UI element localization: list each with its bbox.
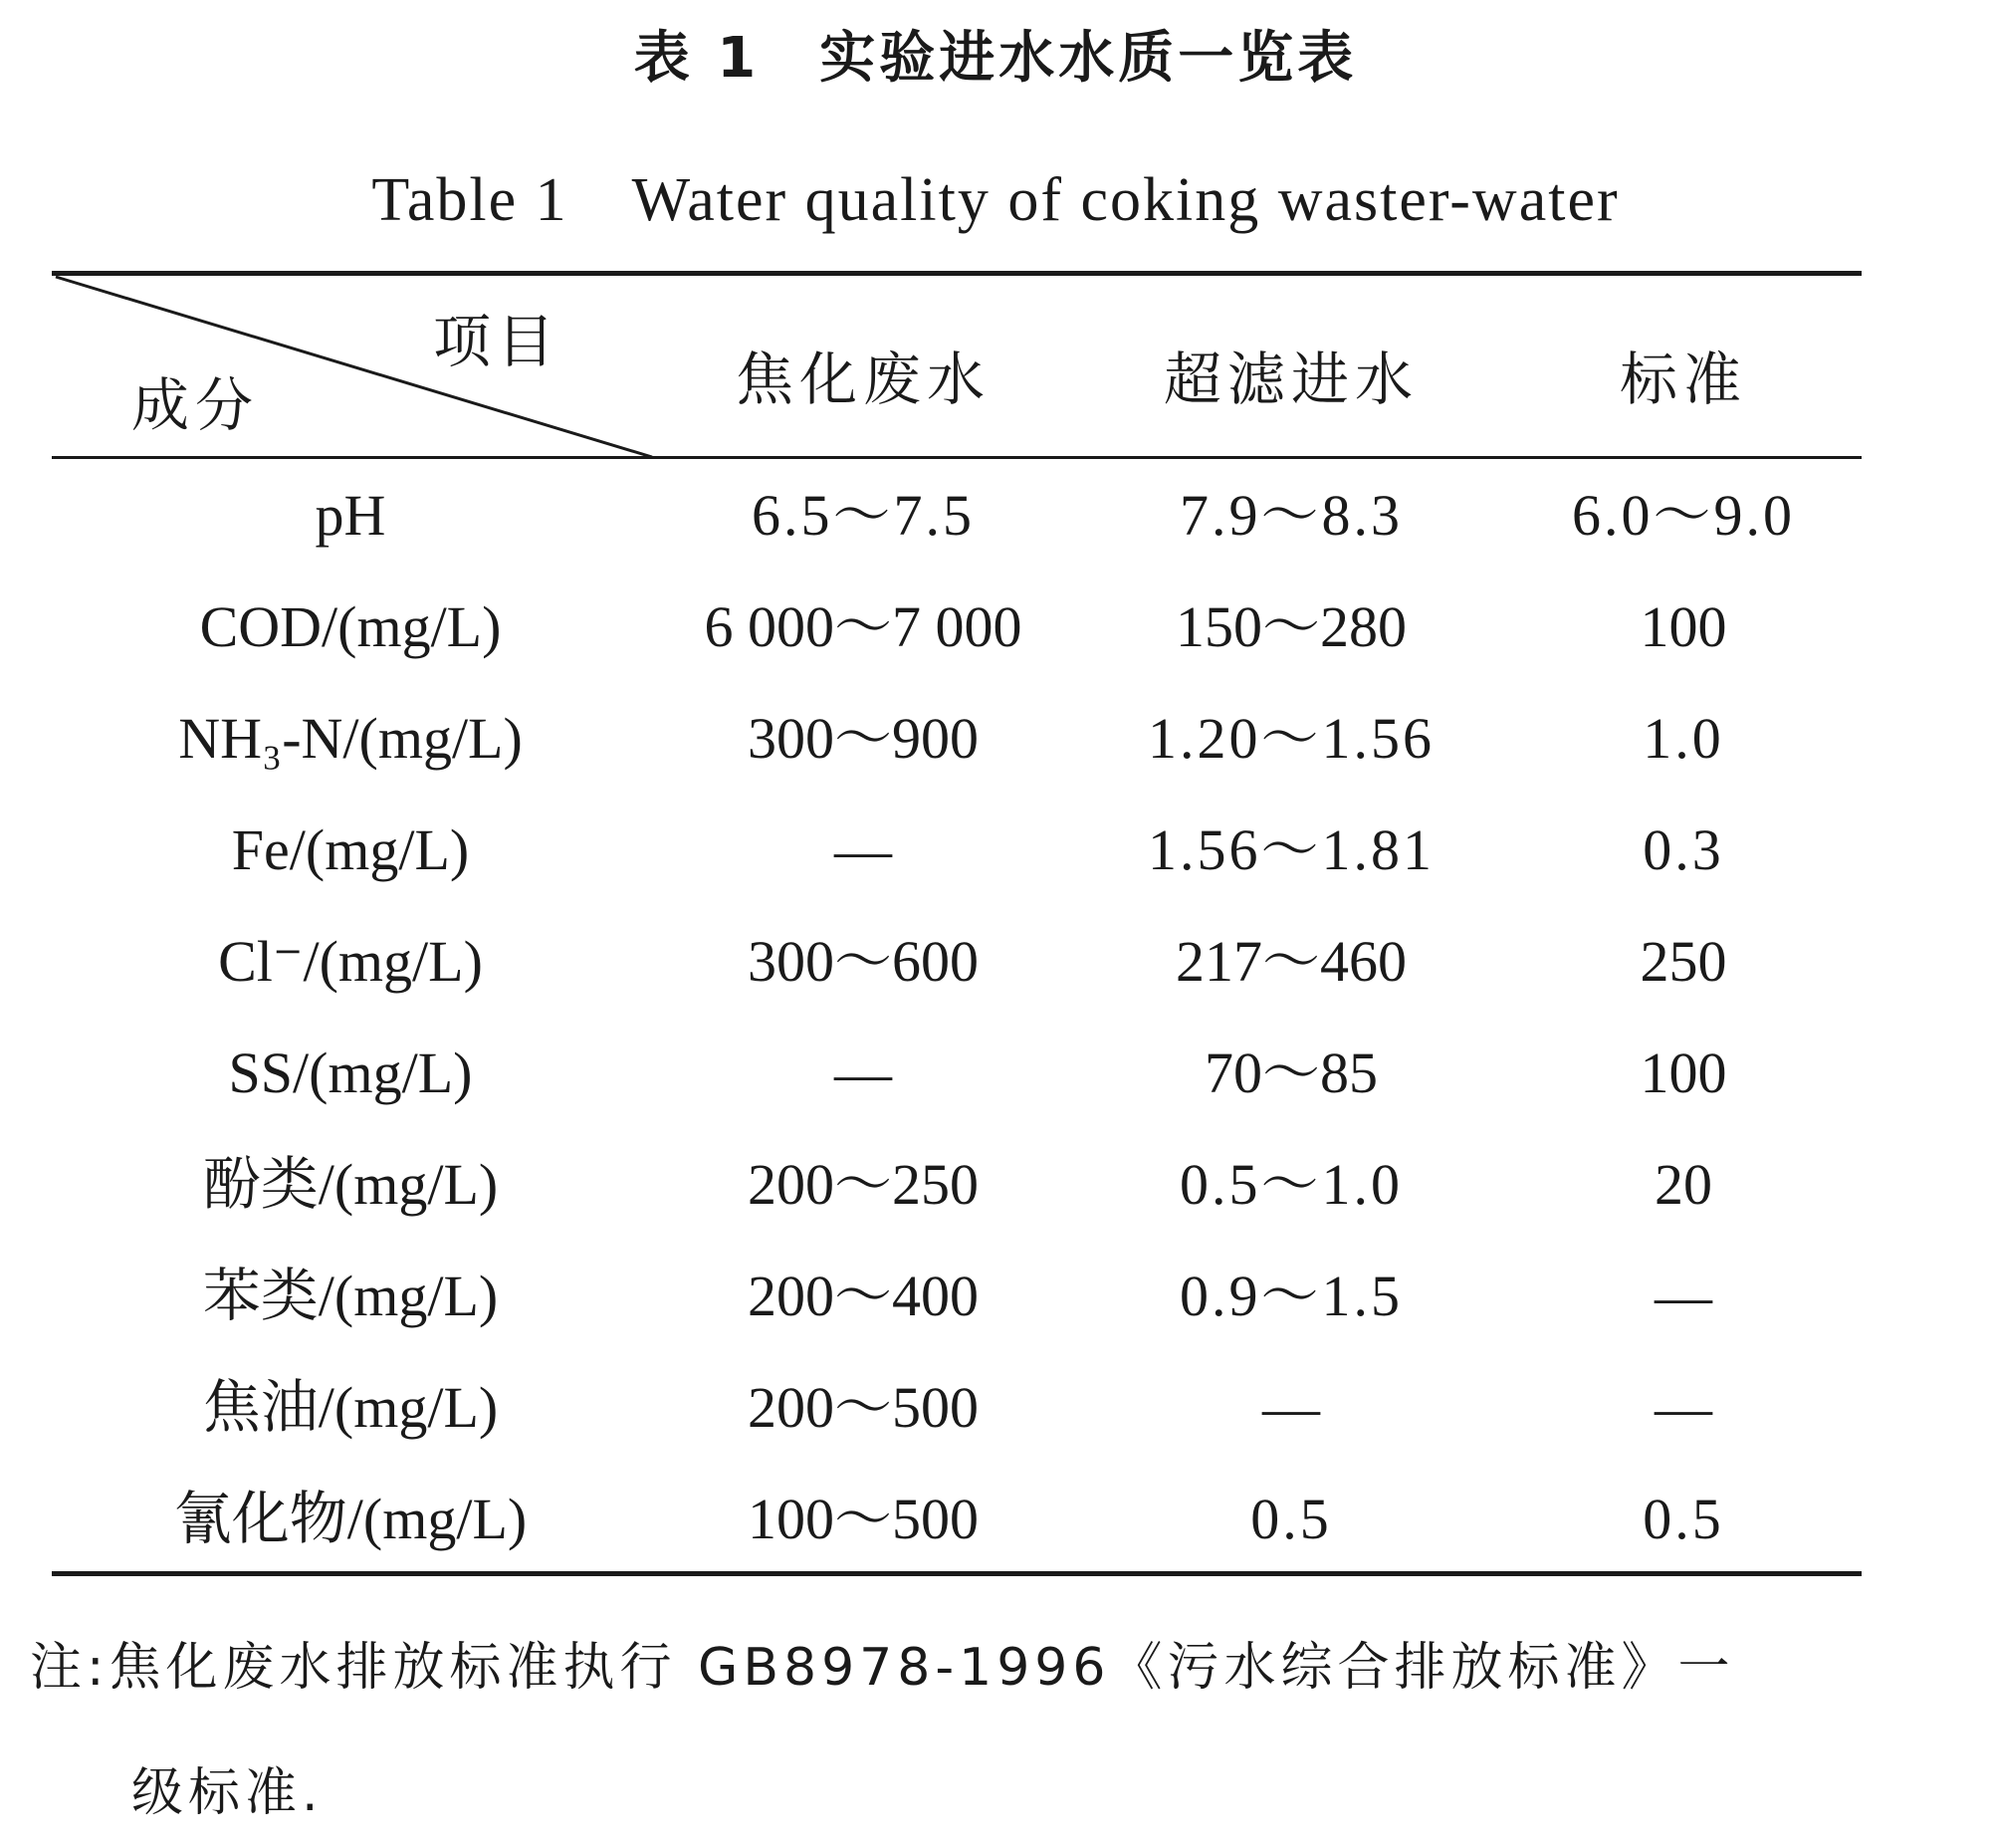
table-cell: 0.3 — [1643, 817, 1724, 882]
table-cell: 0.5 — [1643, 1487, 1724, 1551]
table-cell: 200～400 — [747, 1264, 979, 1328]
table-cell: 70～85 — [1204, 1040, 1378, 1105]
table-title-english: Table 1 Water quality of coking waster-water — [371, 166, 1620, 234]
table-cell: 6 000～7 000 — [704, 594, 1022, 659]
table-cell: — — [1655, 1375, 1712, 1440]
table-cell: 1.20～1.56 — [1147, 706, 1435, 771]
table-cell: — — [1262, 1375, 1320, 1440]
row-label-nh3-n: NH₃-N/(mg/L) — [178, 706, 523, 771]
header-corner-item-label: 项目 — [433, 308, 561, 375]
table-cell: 6.5～7.5 — [751, 483, 975, 548]
table-cell: 217～460 — [1175, 929, 1407, 994]
table-header-rule — [52, 456, 1862, 459]
header-corner-component-label: 成分 — [131, 371, 260, 439]
table-cell: 7.9～8.3 — [1179, 483, 1403, 548]
table-cell: 250 — [1640, 929, 1727, 994]
table-cell: 200～500 — [747, 1375, 979, 1440]
table-bottom-rule — [52, 1571, 1862, 1576]
table-cell: 0.5 — [1250, 1487, 1332, 1551]
row-label-fe: Fe/(mg/L) — [231, 817, 470, 882]
table-cell: 300～900 — [747, 706, 979, 771]
table-cell: 20 — [1655, 1152, 1712, 1217]
table-note-line-1: 注:焦化废水排放标准执行 GB8978-1996《污水综合排放标准》一 — [30, 1638, 1735, 1698]
table-cell: 100～500 — [747, 1487, 979, 1551]
row-label-ph: pH — [315, 483, 386, 548]
table-cell: — — [834, 817, 892, 882]
table-cell: 6.0～9.0 — [1571, 483, 1795, 548]
table-cell: 100 — [1640, 594, 1727, 659]
table-cell: — — [834, 1040, 892, 1105]
row-label-chloride: Cl⁻/(mg/L) — [218, 929, 483, 994]
table-cell: 0.9～1.5 — [1179, 1264, 1403, 1328]
row-label-phenols: 酚类/(mg/L) — [202, 1152, 499, 1217]
table-cell: 0.5～1.0 — [1179, 1152, 1403, 1217]
table-cell: 150～280 — [1175, 594, 1407, 659]
row-label-cod: COD/(mg/L) — [199, 594, 502, 659]
header-diagonal-line — [0, 0, 697, 468]
row-label-cyanide: 氰化物/(mg/L) — [173, 1487, 528, 1551]
table-cell: 300～600 — [747, 929, 979, 994]
row-label-benzenes: 苯类/(mg/L) — [202, 1264, 499, 1328]
row-label-tar: 焦油/(mg/L) — [202, 1375, 499, 1440]
column-header-standard: 标准 — [1619, 346, 1747, 413]
table-cell: — — [1655, 1264, 1712, 1328]
column-header-ultrafiltration-inflow: 超滤进水 — [1163, 346, 1419, 413]
table-cell: 200～250 — [747, 1152, 979, 1217]
table-cell: 1.56～1.81 — [1147, 817, 1435, 882]
column-header-coking-wastewater: 焦化废水 — [735, 346, 991, 413]
table-cell: 100 — [1640, 1040, 1727, 1105]
table-note-line-2: 级标准. — [131, 1763, 324, 1823]
table-title-chinese: 表 1 实验进水水质一览表 — [633, 26, 1358, 91]
row-label-ss: SS/(mg/L) — [228, 1040, 473, 1105]
table-cell: 1.0 — [1643, 706, 1724, 771]
